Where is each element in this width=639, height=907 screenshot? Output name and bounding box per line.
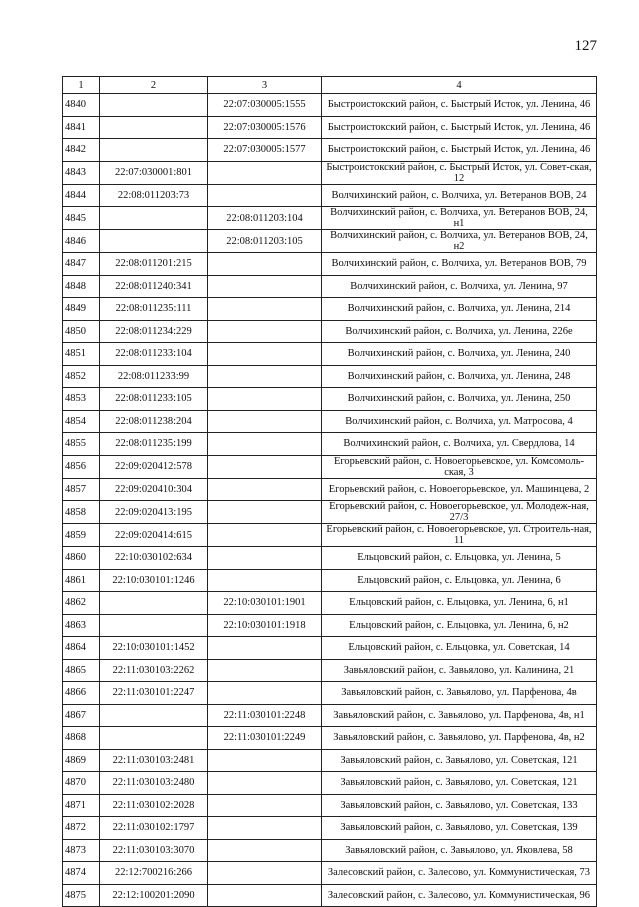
cadastral-number-premises-cell	[208, 817, 322, 840]
cadastral-number-cell: 22:08:011234:229	[100, 320, 208, 343]
address-cell: Быстроистокский район, с. Быстрый Исток, ул. Совет-ская, 12	[322, 161, 597, 184]
address-cell: Завьяловский район, с. Завьялово, ул. Советская, 121	[322, 749, 597, 772]
table-row	[63, 455, 597, 478]
row-number-cell: 4866	[63, 682, 100, 705]
cadastral-number-premises-cell: 22:11:030101:2248	[208, 704, 322, 727]
row-number-cell: 4862	[63, 592, 100, 615]
row-number-cell: 4849	[63, 298, 100, 321]
address-cell: Волчихинский район, с. Волчиха, ул. Ветеранов ВОВ, 24, н1	[322, 207, 597, 230]
row-number-cell: 4854	[63, 410, 100, 433]
cadastral-number-premises-cell	[208, 320, 322, 343]
cadastral-number-premises-cell: 22:08:011203:104	[208, 207, 322, 230]
column-header-3: 3	[208, 77, 322, 94]
table-row	[63, 884, 597, 907]
cadastral-number-premises-cell	[208, 569, 322, 592]
address-cell: Егорьевский район, с. Новоегорьевское, ул. Молодеж-ная, 27/3	[322, 501, 597, 524]
address-cell: Залесовский район, с. Залесово, ул. Коммунистическая, 96	[322, 884, 597, 907]
row-number-cell: 4869	[63, 749, 100, 772]
row-number-cell: 4858	[63, 501, 100, 524]
cadastral-number-premises-cell: 22:07:030005:1576	[208, 116, 322, 139]
address-cell: Быстроистокский район, с. Быстрый Исток, ул. Ленина, 46	[322, 94, 597, 117]
cadastral-number-premises-cell	[208, 365, 322, 388]
table-row	[63, 388, 597, 411]
row-number-cell: 4871	[63, 794, 100, 817]
cadastral-number-cell: 22:10:030102:634	[100, 547, 208, 570]
cadastral-number-premises-cell	[208, 455, 322, 478]
table-row	[63, 569, 597, 592]
cadastral-number-cell: 22:08:011238:204	[100, 410, 208, 433]
cadastral-number-cell: 22:08:011235:111	[100, 298, 208, 321]
table-row	[63, 207, 597, 230]
cadastral-number-cell: 22:08:011240:341	[100, 275, 208, 298]
cadastral-number-premises-cell	[208, 637, 322, 660]
cadastral-number-premises-cell	[208, 298, 322, 321]
row-number-cell: 4846	[63, 230, 100, 253]
cadastral-number-cell	[100, 116, 208, 139]
row-number-cell: 4844	[63, 184, 100, 207]
cadastral-number-premises-cell	[208, 343, 322, 366]
row-number-cell: 4860	[63, 547, 100, 570]
row-number-cell: 4848	[63, 275, 100, 298]
table-body	[63, 94, 597, 907]
row-number-cell: 4842	[63, 139, 100, 162]
table-row	[63, 592, 597, 615]
cadastral-number-cell: 22:11:030103:2480	[100, 772, 208, 795]
registry-table	[62, 76, 597, 907]
column-header-2: 2	[100, 77, 208, 94]
cadastral-number-premises-cell	[208, 749, 322, 772]
table-row	[63, 230, 597, 253]
row-number-cell: 4863	[63, 614, 100, 637]
table-row	[63, 524, 597, 547]
address-cell: Волчихинский район, с. Волчиха, ул. Ветеранов ВОВ, 24	[322, 184, 597, 207]
address-cell: Волчихинский район, с. Волчиха, ул. Ветеранов ВОВ, 24, н2	[322, 230, 597, 253]
row-number-cell: 4843	[63, 161, 100, 184]
table-row	[63, 320, 597, 343]
table-row	[63, 94, 597, 117]
row-number-cell: 4875	[63, 884, 100, 907]
cadastral-number-premises-cell: 22:11:030101:2249	[208, 727, 322, 750]
row-number-cell: 4852	[63, 365, 100, 388]
cadastral-number-cell: 22:11:030103:2262	[100, 659, 208, 682]
cadastral-number-cell: 22:08:011203:73	[100, 184, 208, 207]
cadastral-number-premises-cell	[208, 410, 322, 433]
cadastral-number-cell	[100, 94, 208, 117]
address-cell: Волчихинский район, с. Волчиха, ул. Матросова, 4	[322, 410, 597, 433]
table-row	[63, 772, 597, 795]
address-cell: Волчихинский район, с. Волчиха, ул. Ленина, 240	[322, 343, 597, 366]
cadastral-number-cell	[100, 727, 208, 750]
row-number-cell: 4861	[63, 569, 100, 592]
address-cell: Завьяловский район, с. Завьялово, ул. Советская, 139	[322, 817, 597, 840]
address-cell: Быстроистокский район, с. Быстрый Исток, ул. Ленина, 46	[322, 139, 597, 162]
address-cell: Волчихинский район, с. Волчиха, ул. Ветеранов ВОВ, 79	[322, 253, 597, 276]
table-row	[63, 275, 597, 298]
cadastral-number-premises-cell	[208, 862, 322, 885]
cadastral-number-cell	[100, 207, 208, 230]
cadastral-number-cell: 22:11:030102:2028	[100, 794, 208, 817]
cadastral-number-premises-cell	[208, 682, 322, 705]
row-number-cell: 4851	[63, 343, 100, 366]
row-number-cell: 4845	[63, 207, 100, 230]
address-cell: Завьяловский район, с. Завьялово, ул. Парфенова, 4в, н1	[322, 704, 597, 727]
row-number-cell: 4864	[63, 637, 100, 660]
cadastral-number-cell: 22:12:100201:2090	[100, 884, 208, 907]
cadastral-number-cell: 22:08:011235:199	[100, 433, 208, 456]
cadastral-number-cell: 22:09:020413:195	[100, 501, 208, 524]
table-row	[63, 614, 597, 637]
cadastral-number-premises-cell	[208, 547, 322, 570]
row-number-cell: 4859	[63, 524, 100, 547]
cadastral-number-premises-cell: 22:07:030005:1555	[208, 94, 322, 117]
cadastral-number-premises-cell	[208, 433, 322, 456]
cadastral-number-cell	[100, 139, 208, 162]
cadastral-number-premises-cell	[208, 478, 322, 501]
address-cell: Ельцовский район, с. Ельцовка, ул. Ленина, 6, н2	[322, 614, 597, 637]
cadastral-number-premises-cell	[208, 501, 322, 524]
row-number-cell: 4872	[63, 817, 100, 840]
address-cell: Волчихинский район, с. Волчиха, ул. Ленина, 214	[322, 298, 597, 321]
cadastral-number-cell: 22:12:700216:266	[100, 862, 208, 885]
address-cell: Егорьевский район, с. Новоегорьевское, ул. Строитель-ная, 11	[322, 524, 597, 547]
column-header-1: 1	[63, 77, 100, 94]
cadastral-number-premises-cell: 22:07:030005:1577	[208, 139, 322, 162]
table-row	[63, 501, 597, 524]
table-row	[63, 253, 597, 276]
table-row	[63, 704, 597, 727]
column-header-4: 4	[322, 77, 597, 94]
cadastral-number-cell: 22:08:011233:99	[100, 365, 208, 388]
address-cell: Залесовский район, с. Залесово, ул. Коммунистическая, 73	[322, 862, 597, 885]
address-cell: Ельцовский район, с. Ельцовка, ул. Ленина, 6, н1	[322, 592, 597, 615]
table-row	[63, 547, 597, 570]
cadastral-number-cell: 22:11:030103:2481	[100, 749, 208, 772]
address-cell: Егорьевский район, с. Новоегорьевское, ул. Машинцева, 2	[322, 478, 597, 501]
table-row	[63, 365, 597, 388]
cadastral-number-premises-cell: 22:08:011203:105	[208, 230, 322, 253]
row-number-cell: 4850	[63, 320, 100, 343]
row-number-cell: 4853	[63, 388, 100, 411]
row-number-cell: 4840	[63, 94, 100, 117]
cadastral-number-cell: 22:09:020414:615	[100, 524, 208, 547]
cadastral-number-premises-cell	[208, 161, 322, 184]
cadastral-number-premises-cell	[208, 253, 322, 276]
row-number-cell: 4841	[63, 116, 100, 139]
address-cell: Быстроистокский район, с. Быстрый Исток, ул. Ленина, 46	[322, 116, 597, 139]
cadastral-number-cell: 22:11:030103:3070	[100, 839, 208, 862]
address-cell: Егорьевский район, с. Новоегорьевское, ул. Комсомоль-ская, 3	[322, 455, 597, 478]
cadastral-number-cell: 22:09:020412:578	[100, 455, 208, 478]
address-cell: Волчихинский район, с. Волчиха, ул. Ленина, 226е	[322, 320, 597, 343]
table-row	[63, 139, 597, 162]
table-row	[63, 749, 597, 772]
address-cell: Волчихинский район, с. Волчиха, ул. Свердлова, 14	[322, 433, 597, 456]
cadastral-number-cell	[100, 230, 208, 253]
row-number-cell: 4874	[63, 862, 100, 885]
address-cell: Волчихинский район, с. Волчиха, ул. Ленина, 97	[322, 275, 597, 298]
page-number: 127	[574, 38, 597, 54]
address-cell: Завьяловский район, с. Завьялово, ул. Яковлева, 58	[322, 839, 597, 862]
row-number-cell: 4867	[63, 704, 100, 727]
row-number-cell: 4870	[63, 772, 100, 795]
address-cell: Завьяловский район, с. Завьялово, ул. Парфенова, 4в, н2	[322, 727, 597, 750]
table-row	[63, 343, 597, 366]
address-cell: Ельцовский район, с. Ельцовка, ул. Ленина, 6	[322, 569, 597, 592]
row-number-cell: 4873	[63, 839, 100, 862]
cadastral-number-cell: 22:08:011233:104	[100, 343, 208, 366]
cadastral-number-premises-cell: 22:10:030101:1901	[208, 592, 322, 615]
cadastral-number-cell: 22:11:030101:2247	[100, 682, 208, 705]
row-number-cell: 4865	[63, 659, 100, 682]
cadastral-number-premises-cell	[208, 184, 322, 207]
address-cell: Волчихинский район, с. Волчиха, ул. Ленина, 250	[322, 388, 597, 411]
table-row	[63, 637, 597, 660]
table-row	[63, 116, 597, 139]
address-cell: Волчихинский район, с. Волчиха, ул. Ленина, 248	[322, 365, 597, 388]
table-row	[63, 682, 597, 705]
table-row	[63, 794, 597, 817]
table-row	[63, 839, 597, 862]
cadastral-number-cell	[100, 614, 208, 637]
cadastral-number-cell: 22:09:020410:304	[100, 478, 208, 501]
cadastral-number-premises-cell	[208, 275, 322, 298]
cadastral-number-premises-cell: 22:10:030101:1918	[208, 614, 322, 637]
table-row	[63, 862, 597, 885]
table-row	[63, 161, 597, 184]
table-header-row	[63, 77, 597, 94]
cadastral-number-premises-cell	[208, 659, 322, 682]
table-row	[63, 478, 597, 501]
cadastral-number-cell	[100, 704, 208, 727]
table-row	[63, 817, 597, 840]
cadastral-number-cell: 22:10:030101:1452	[100, 637, 208, 660]
address-cell: Ельцовский район, с. Ельцовка, ул. Советская, 14	[322, 637, 597, 660]
cadastral-number-cell	[100, 592, 208, 615]
cadastral-number-premises-cell	[208, 388, 322, 411]
address-cell: Завьяловский район, с. Завьялово, ул. Советская, 133	[322, 794, 597, 817]
table-row	[63, 659, 597, 682]
table-row	[63, 410, 597, 433]
row-number-cell: 4856	[63, 455, 100, 478]
row-number-cell: 4847	[63, 253, 100, 276]
cadastral-number-premises-cell	[208, 524, 322, 547]
row-number-cell: 4855	[63, 433, 100, 456]
cadastral-number-premises-cell	[208, 884, 322, 907]
address-cell: Завьяловский район, с. Завьялово, ул. Парфенова, 4в	[322, 682, 597, 705]
address-cell: Ельцовский район, с. Ельцовка, ул. Ленина, 5	[322, 547, 597, 570]
row-number-cell: 4857	[63, 478, 100, 501]
cadastral-number-premises-cell	[208, 839, 322, 862]
address-cell: Завьяловский район, с. Завьялово, ул. Калинина, 21	[322, 659, 597, 682]
cadastral-number-cell: 22:11:030102:1797	[100, 817, 208, 840]
table-row	[63, 433, 597, 456]
cadastral-number-cell: 22:07:030001:801	[100, 161, 208, 184]
table-row	[63, 298, 597, 321]
cadastral-number-cell: 22:08:011233:105	[100, 388, 208, 411]
row-number-cell: 4868	[63, 727, 100, 750]
cadastral-number-cell: 22:08:011201:215	[100, 253, 208, 276]
table-row	[63, 727, 597, 750]
table-row	[63, 184, 597, 207]
address-cell: Завьяловский район, с. Завьялово, ул. Советская, 121	[322, 772, 597, 795]
cadastral-number-premises-cell	[208, 794, 322, 817]
cadastral-number-premises-cell	[208, 772, 322, 795]
cadastral-number-cell: 22:10:030101:1246	[100, 569, 208, 592]
